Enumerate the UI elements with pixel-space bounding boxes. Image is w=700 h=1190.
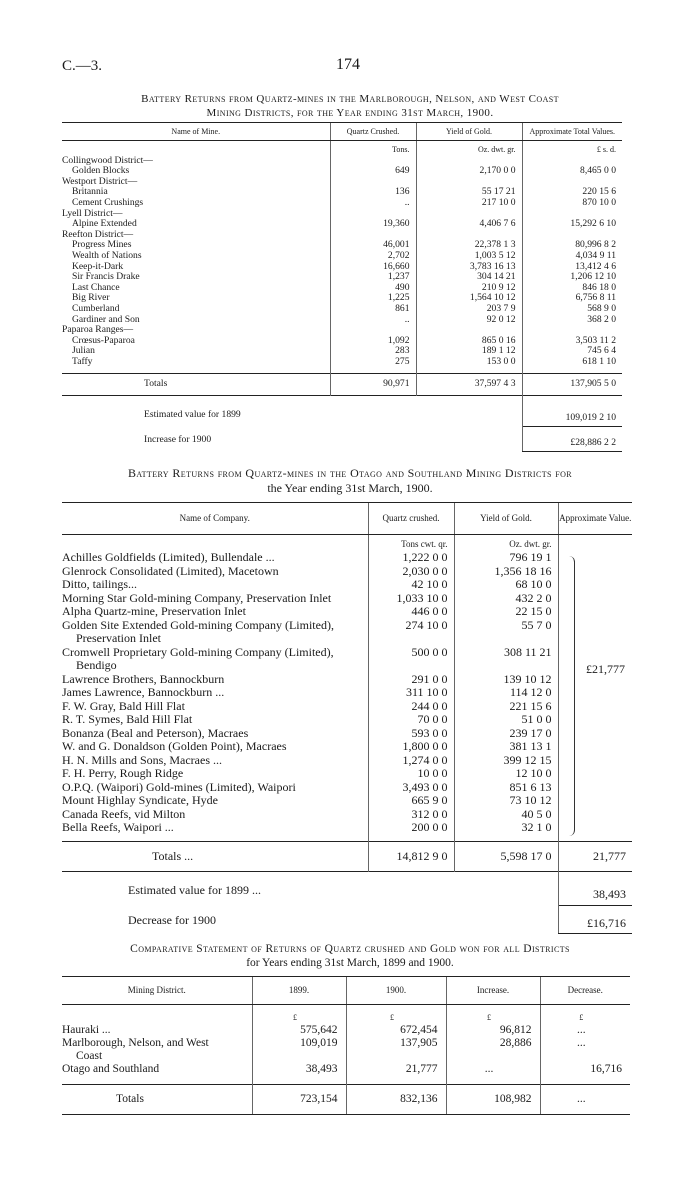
table1-estimated-row (62, 396, 622, 427)
company-name (62, 767, 368, 781)
totals-quartz: 14,812 9 0 (368, 841, 454, 872)
company-name (62, 808, 368, 822)
quartz-value: 1,092 (330, 336, 416, 347)
district-name-line2: Coast (76, 1049, 103, 1062)
company-name-line1: James Lawrence, Bannockburn ... (62, 685, 225, 699)
table1-totals-row (62, 374, 622, 396)
table1-header-row (62, 123, 622, 141)
yield-value: 432 2 0 (454, 592, 558, 606)
table2-totals-row (62, 841, 632, 872)
company-name-line2: Bendigo (76, 658, 117, 672)
district-name (62, 1037, 252, 1063)
company-name-line1: Glenrock Consolidated (Limited), Macetown (62, 563, 279, 578)
value-increase: 28,886 (446, 1037, 540, 1063)
yield-value: 1,356 18 16 (454, 565, 558, 579)
mine-name: Sir Francis Drake (72, 271, 140, 283)
value-increase: ... (446, 1063, 540, 1076)
bracket-brace (566, 556, 575, 836)
col-header-increase: Increase. (446, 977, 540, 1005)
table-row (62, 166, 622, 177)
table3-title-line2: for Years ending 31st March, 1899 and 1900. (246, 957, 454, 969)
currency-increase: £ (446, 1004, 540, 1024)
company-name-line1: Golden Site Extended Gold-mining Company (Limited), (62, 617, 334, 632)
document-code: C.—3. (62, 58, 103, 74)
table-row (62, 578, 632, 592)
approx-value: 6,756 8 11 (522, 293, 622, 304)
yield-value: 796 19 1 (454, 551, 558, 565)
company-name (62, 592, 368, 606)
quartz-value: 593 0 0 (368, 727, 454, 741)
table3-title-line1: Comparative Statement of Returns of Quartz crushed and Gold won for all Districts (130, 943, 570, 955)
mine-name: Taffy (72, 355, 93, 367)
table-row (62, 794, 632, 808)
company-name (62, 686, 368, 700)
company-name (62, 700, 368, 714)
mine-name: Gardiner and Son (72, 313, 140, 325)
yield-value: 12 10 0 (454, 767, 558, 781)
yield-value: 68 10 0 (454, 578, 558, 592)
value-increase: 96,812 (446, 1024, 540, 1037)
yield-value: 55 17 21 (416, 187, 522, 198)
totals-yield: 37,597 4 3 (416, 374, 522, 396)
company-name-line1: F. W. Gray, Bald Hill Flat (62, 698, 185, 713)
company-name (62, 781, 368, 795)
table-row (62, 251, 622, 262)
mine-name: Golden Blocks (72, 165, 130, 177)
table-row (62, 808, 632, 822)
totals-1899: 723,154 (252, 1084, 346, 1114)
district-heading-row (62, 156, 622, 167)
col-header-company: Name of Company. (62, 503, 368, 535)
quartz-value: 1,033 10 0 (368, 592, 454, 606)
yield-value: 153 0 0 (416, 357, 522, 368)
company-name-line2: Preservation Inlet (76, 631, 161, 645)
table-row (62, 283, 622, 294)
value-decrease: ... (540, 1024, 630, 1037)
estimated-label: Estimated value for 1899 (62, 396, 522, 427)
table-row (62, 619, 632, 646)
quartz-value: 46,001 (330, 240, 416, 251)
district-name-line1: Hauraki ... (62, 1023, 111, 1036)
company-name (62, 821, 368, 835)
currency-row (62, 1004, 630, 1024)
col-header-quartz: Quartz Crushed. (330, 123, 416, 141)
company-name (62, 605, 368, 619)
company-name (62, 673, 368, 687)
units-row (62, 141, 622, 156)
approx-value: 870 10 0 (522, 198, 622, 209)
totals-label: Totals ... (62, 841, 368, 872)
yield-value: 92 0 12 (416, 315, 522, 326)
table2-decrease-row (62, 906, 632, 934)
table-row (62, 346, 622, 357)
totals-label: Totals (62, 1084, 252, 1114)
company-name (62, 565, 368, 579)
table1-title-line2: Mining Districts, for the Year ending 31st March, 1900. (206, 107, 494, 119)
mine-name: Big River (72, 292, 110, 304)
spacer-cell (446, 1076, 540, 1085)
unit-value: £ s. d. (522, 141, 622, 156)
value-1899: 575,642 (252, 1024, 346, 1037)
yield-value: 51 0 0 (454, 713, 558, 727)
decrease-value: £16,716 (558, 906, 632, 934)
approx-value: 8,465 0 0 (522, 166, 622, 177)
table2-header-row (62, 503, 632, 535)
table3 (62, 976, 630, 1115)
table-row (62, 781, 632, 795)
approx-value: 618 1 10 (522, 357, 622, 368)
quartz-value: 1,800 0 0 (368, 740, 454, 754)
col-header-value: Approximate Total Values. (522, 123, 622, 141)
quartz-value: 16,660 (330, 262, 416, 273)
spacer-cell (346, 1076, 446, 1085)
yield-value: 217 10 0 (416, 198, 522, 209)
unit-yield: Oz. dwt. gr. (416, 141, 522, 156)
mine-name: Crœsus-Paparoa (72, 334, 135, 346)
yield-value: 32 1 0 (454, 821, 558, 835)
yield-value: 381 13 1 (454, 740, 558, 754)
company-name (62, 619, 368, 646)
table-row (62, 673, 632, 687)
table-row (62, 740, 632, 754)
company-name-line1: Mount Highlay Syndicate, Hyde (62, 793, 218, 807)
district-name-line1: Marlborough, Nelson, and West (62, 1036, 209, 1049)
table-row (62, 646, 632, 673)
decrease-label: Decrease for 1900 (128, 912, 216, 927)
spacer-row (62, 1076, 630, 1085)
quartz-value: 70 0 0 (368, 713, 454, 727)
table-row (62, 727, 632, 741)
table2-estimated-row (62, 872, 632, 906)
quartz-value: 446 0 0 (368, 605, 454, 619)
table-row (62, 821, 632, 835)
quartz-value: 274 10 0 (368, 619, 454, 646)
quartz-value: .. (330, 198, 416, 209)
approx-value: 368 2 0 (522, 315, 622, 326)
table-row (62, 240, 622, 251)
mine-name: Wealth of Nations (72, 249, 142, 261)
currency-1900: £ (346, 1004, 446, 1024)
approx-value: 80,996 8 2 (522, 240, 622, 251)
mine-name: Julian (72, 345, 95, 357)
quartz-value: 283 (330, 346, 416, 357)
table-row (62, 767, 632, 781)
district-name-line1: Otago and Southland (62, 1062, 160, 1075)
quartz-value: 291 0 0 (368, 673, 454, 687)
quartz-value: 136 (330, 187, 416, 198)
estimated-label: Estimated value for 1899 ... (62, 872, 558, 906)
mine-name: Cement Crushings (72, 196, 144, 208)
mine-name: Alpine Extended (72, 218, 137, 230)
mine-name: Keep-it-Dark (72, 260, 124, 272)
yield-value: 55 7 0 (454, 619, 558, 646)
quartz-value: 275 (330, 357, 416, 368)
quartz-value: 861 (330, 304, 416, 315)
value-1900: 21,777 (346, 1063, 446, 1076)
quartz-value: 2,702 (330, 251, 416, 262)
unit-quartz: Tons. (330, 141, 416, 156)
approx-value: 745 6 4 (522, 346, 622, 357)
yield-value: 1,564 10 12 (416, 293, 522, 304)
spacer-cell (540, 1076, 630, 1085)
quartz-value: 1,222 0 0 (368, 551, 454, 565)
value-decrease: ... (540, 1037, 630, 1063)
quartz-value: 3,493 0 0 (368, 781, 454, 795)
spacer-cell (252, 1076, 346, 1085)
approx-value: 13,412 4 6 (522, 262, 622, 273)
company-name (62, 578, 368, 592)
totals-1900: 832,136 (346, 1084, 446, 1114)
table3-header-row (62, 977, 630, 1005)
company-name-line1: Alpha Quartz-mine, Preservation Inlet (62, 604, 246, 618)
district-name (62, 1024, 252, 1037)
approx-value: 846 18 0 (522, 283, 622, 294)
company-name (62, 727, 368, 741)
table-row (62, 1024, 630, 1037)
yield-value: 1,003 5 12 (416, 251, 522, 262)
yield-value: 189 1 12 (416, 346, 522, 357)
company-name-line1: Ditto, tailings... (62, 577, 137, 591)
yield-value: 221 15 6 (454, 700, 558, 714)
table-row (62, 262, 622, 273)
company-name-line1: R. T. Symes, Bald Hill Flat (62, 712, 193, 726)
quartz-value: 490 (330, 283, 416, 294)
company-name-line1: Cromwell Proprietary Gold-mining Company (Limited), (62, 644, 334, 659)
mine-name: Collingwood District— (62, 154, 153, 166)
quartz-value: 19,360 (330, 219, 416, 230)
company-name-line1: Morning Star Gold-mining Company, Preservation Inlet (62, 590, 332, 605)
table-row (62, 272, 622, 283)
company-name (62, 754, 368, 768)
col-header-yield: Yield of Gold. (454, 503, 558, 535)
table-row (62, 686, 632, 700)
table-row (62, 551, 632, 565)
col-header-1900: 1900. (346, 977, 446, 1005)
quartz-value: 244 0 0 (368, 700, 454, 714)
quartz-value: 200 0 0 (368, 821, 454, 835)
table2 (62, 502, 632, 934)
mine-name: Britannia (72, 186, 108, 198)
yield-value: 2,170 0 0 (416, 166, 522, 177)
yield-value: 308 11 21 (454, 646, 558, 673)
value-1899: 109,019 (252, 1037, 346, 1063)
quartz-value: 649 (330, 166, 416, 177)
table-row (62, 304, 622, 315)
company-name-line1: Bella Reefs, Waipori ... (62, 820, 174, 834)
estimated-value: 38,493 (558, 872, 632, 906)
quartz-value: .. (330, 315, 416, 326)
company-name-line1: Bonanza (Beal and Peterson), Macraes (62, 725, 249, 740)
table1-increase-row (62, 427, 622, 452)
mine-name: Cumberland (72, 302, 120, 314)
district-heading-row (62, 230, 622, 241)
value-decrease: 16,716 (540, 1063, 630, 1076)
table2-title-line1: Battery Returns from Quartz-mines in the Otago and Southland Mining Districts for (127, 466, 573, 480)
table-row (62, 592, 632, 606)
increase-label: Increase for 1900 (144, 433, 212, 445)
district-heading-row (62, 177, 622, 188)
bracket-cell (558, 534, 632, 551)
increase-value: £28,886 2 2 (522, 427, 622, 452)
approx-value: 15,292 6 10 (522, 219, 622, 230)
approx-value: 3,503 11 2 (522, 336, 622, 347)
table-row (62, 315, 622, 326)
units-row (62, 534, 632, 551)
yield-value: 73 10 12 (454, 794, 558, 808)
page-number: 174 (336, 56, 360, 73)
table-row (62, 336, 622, 347)
table-row (62, 713, 632, 727)
quartz-value: 1,237 (330, 272, 416, 283)
yield-value: 22,378 1 3 (416, 240, 522, 251)
company-name-line1: O.P.Q. (Waipori) Gold-mines (Limited), Waipori (62, 779, 296, 794)
value-1899: 38,493 (252, 1063, 346, 1076)
yield-value: 210 9 12 (416, 283, 522, 294)
table-row (62, 565, 632, 579)
quartz-value: 2,030 0 0 (368, 565, 454, 579)
table1 (62, 122, 622, 452)
col-header-quartz: Quartz crushed. (368, 503, 454, 535)
table-row (62, 700, 632, 714)
company-name (62, 713, 368, 727)
table-row (62, 1037, 630, 1063)
col-header-1899: 1899. (252, 977, 346, 1005)
mine-name: Lyell District— (62, 207, 123, 219)
yield-value: 851 6 13 (454, 781, 558, 795)
yield-value: 139 10 12 (454, 673, 558, 687)
table1-title-line1: Battery Returns from Quartz-mines in the Marlborough, Nelson, and West Coast (141, 93, 559, 105)
totals-increase: 108,982 (446, 1084, 540, 1114)
district-name (62, 1063, 252, 1076)
company-name-line1: Achilles Goldfields (Limited), Bullendale ... (62, 550, 275, 564)
company-name-line1: H. N. Mills and Sons, Macraes ... (62, 752, 222, 767)
spacer-cell (62, 1076, 252, 1085)
yield-value: 239 17 0 (454, 727, 558, 741)
col-header-name: Name of Mine. (62, 123, 330, 141)
yield-value: 40 5 0 (454, 808, 558, 822)
estimated-value: 109,019 2 10 (522, 396, 622, 427)
company-name (62, 794, 368, 808)
table-row (62, 187, 622, 198)
approx-value: 568 9 0 (522, 304, 622, 315)
table-row (62, 754, 632, 768)
table-row (62, 357, 622, 368)
table-row (62, 605, 632, 619)
yield-value: 114 12 0 (454, 686, 558, 700)
approx-value: 1,206 12 10 (522, 272, 622, 283)
mine-name: Progress Mines (72, 239, 132, 251)
col-header-district: Mining District. (62, 977, 252, 1005)
value-1900: 137,905 (346, 1037, 446, 1063)
yield-value: 4,406 7 6 (416, 219, 522, 230)
company-name-line1: Canada Reefs, vid Milton (62, 806, 186, 821)
yield-value: 399 12 15 (454, 754, 558, 768)
value-1900: 672,454 (346, 1024, 446, 1037)
table-row (62, 293, 622, 304)
col-header-value: Approximate Value. (558, 503, 632, 535)
table-row (62, 1063, 630, 1076)
currency-1899: £ (252, 1004, 346, 1024)
totals-value: 21,777 (558, 841, 632, 872)
yield-value: 3,783 16 13 (416, 262, 522, 273)
district-heading-row (62, 325, 622, 336)
company-name (62, 551, 368, 565)
quartz-value: 10 0 0 (368, 767, 454, 781)
unit-quartz: Tons cwt. qr. (368, 534, 454, 551)
yield-value: 304 14 21 (416, 272, 522, 283)
totals-decrease: ... (540, 1084, 630, 1114)
company-name (62, 646, 368, 673)
company-name-line1: Lawrence Brothers, Bannockburn (62, 671, 225, 686)
unit-yield: Oz. dwt. gr. (454, 534, 558, 551)
approx-value: 220 15 6 (522, 187, 622, 198)
approx-value: 4,034 9 11 (522, 251, 622, 262)
mine-name: Reefton District— (62, 228, 134, 240)
company-name-line1: F. H. Perry, Rough Ridge (62, 766, 184, 780)
yield-value: 203 7 9 (416, 304, 522, 315)
quartz-value: 311 10 0 (368, 686, 454, 700)
quartz-value: 42 10 0 (368, 578, 454, 592)
table3-totals-row (62, 1084, 630, 1114)
quartz-value: 500 0 0 (368, 646, 454, 673)
bracket-approx-value: £21,777 (586, 662, 625, 676)
table-row (62, 198, 622, 209)
quartz-value: 1,225 (330, 293, 416, 304)
col-header-yield: Yield of Gold. (416, 123, 522, 141)
totals-yield: 5,598 17 0 (454, 841, 558, 872)
totals-quartz: 90,971 (330, 374, 416, 396)
totals-label: Totals (62, 374, 330, 396)
yield-value: 22 15 0 (454, 605, 558, 619)
table2-title-line2: the Year ending 31st March, 1900. (267, 481, 433, 495)
company-name (62, 740, 368, 754)
district-heading-row (62, 209, 622, 220)
yield-value: 865 0 16 (416, 336, 522, 347)
company-name-line1: W. and G. Donaldson (Golden Point), Macraes (62, 739, 287, 753)
currency-decrease: £ (540, 1004, 630, 1024)
quartz-value: 665 9 0 (368, 794, 454, 808)
col-header-decrease: Decrease. (540, 977, 630, 1005)
mine-name: Westport District— (62, 175, 138, 187)
quartz-value: 1,274 0 0 (368, 754, 454, 768)
table-row (62, 219, 622, 230)
mine-name: Last Chance (72, 281, 120, 293)
totals-value: 137,905 5 0 (522, 374, 622, 396)
quartz-value: 312 0 0 (368, 808, 454, 822)
mine-name: Paparoa Ranges— (62, 324, 134, 336)
